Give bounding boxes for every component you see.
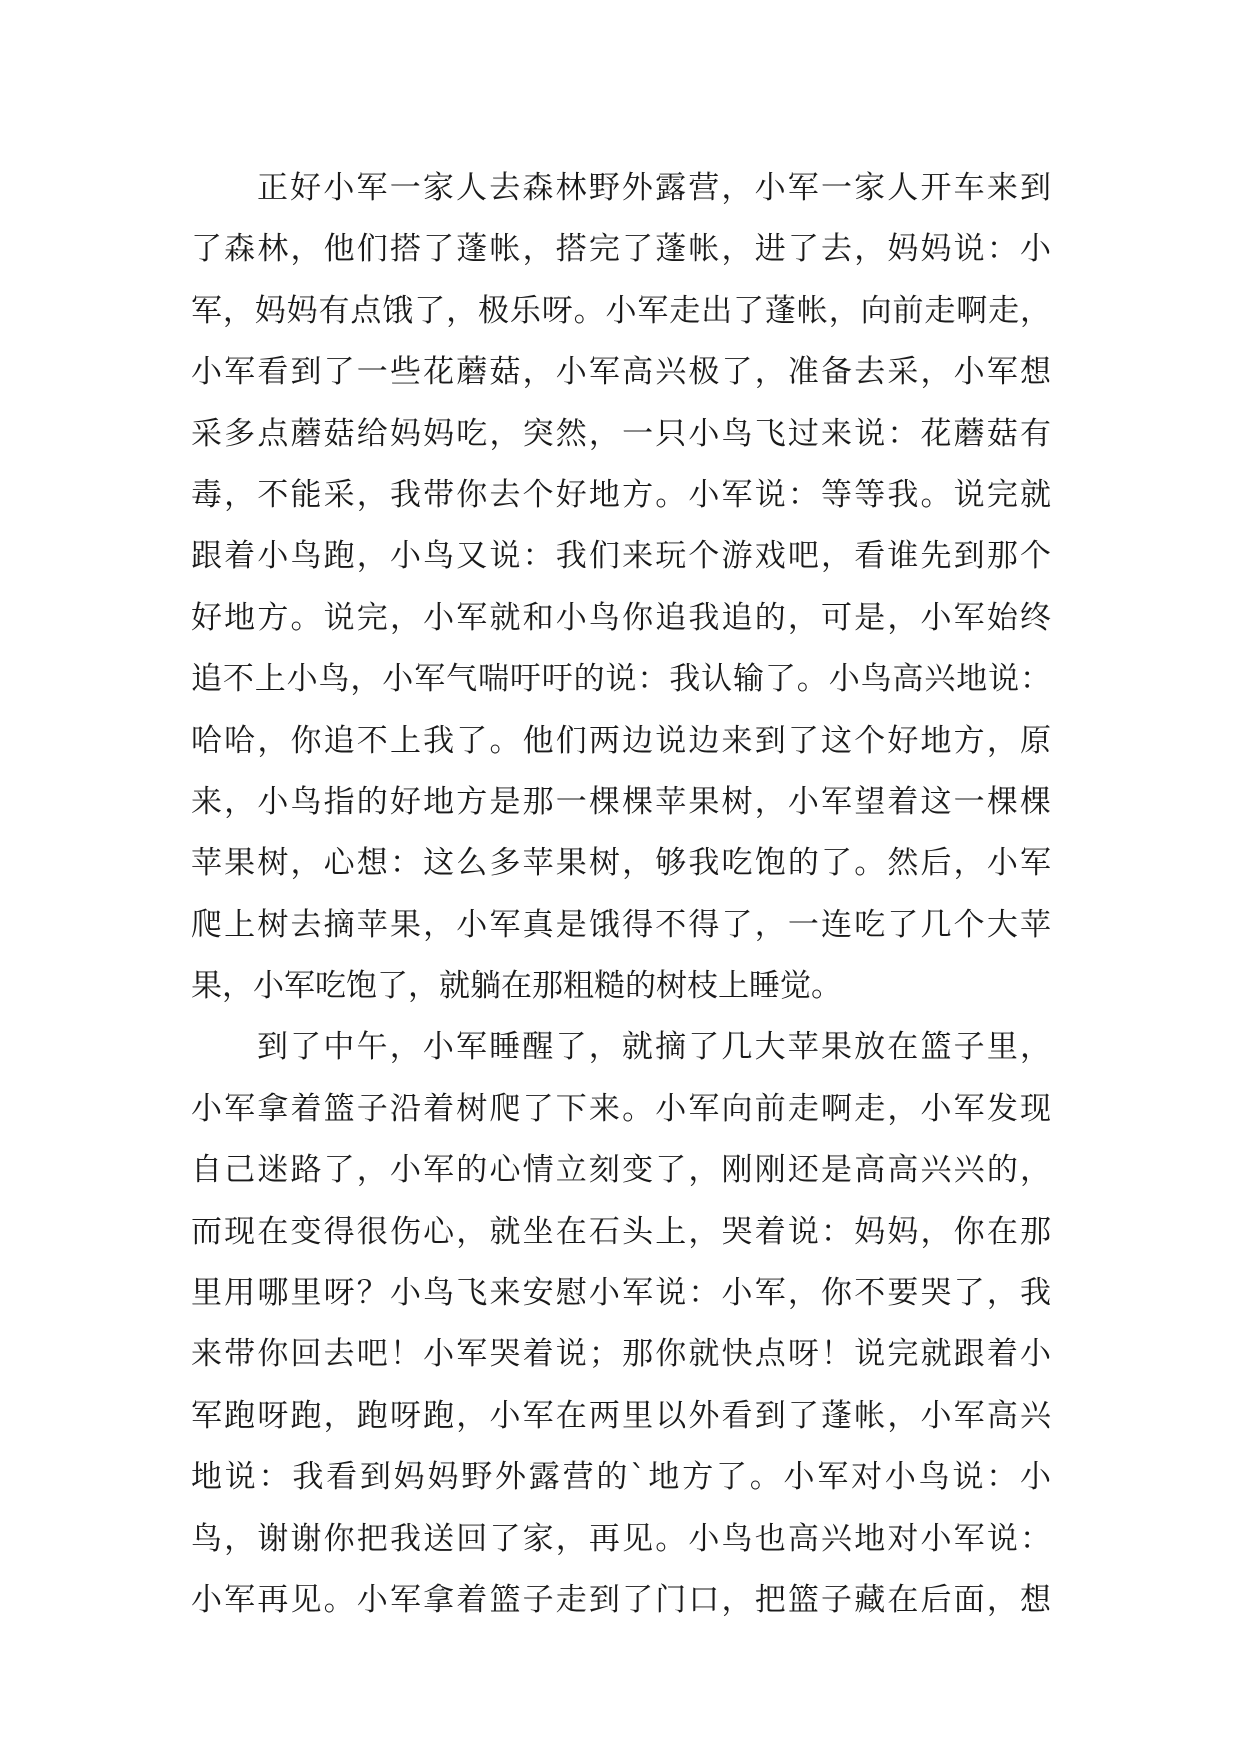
text-line: 来，小鸟指的好地方是那一棵棵苹果树，小军望着这一棵棵 (191, 783, 1051, 820)
text-line: 了森林，他们搭了蓬帐，搭完了蓬帐，进了去，妈妈说：小 (191, 231, 1051, 268)
paragraph-2 (191, 1017, 1051, 1631)
text-line: 跟着小鸟跑，小鸟又说：我们来玩个游戏吧，看谁先到那个 (191, 538, 1051, 575)
text-line: 地说：我看到妈妈野外露营的`地方了。小军对小鸟说：小 (191, 1459, 1051, 1496)
text-line: 自己迷路了，小军的心情立刻变了，刚刚还是高高兴兴的， (191, 1152, 1051, 1189)
text-line: 追不上小鸟，小军气喘吁吁的说：我认输了。小鸟高兴地说： (191, 661, 1051, 698)
text-line: 果，小军吃饱了，就躺在那粗糙的树枝上睡觉。 (191, 968, 842, 1005)
text-line: 到了中午，小军睡醒了，就摘了几大苹果放在篮子里， (257, 1029, 1051, 1066)
text-line: 好地方。说完，小军就和小鸟你追我追的，可是，小军始终 (191, 599, 1051, 636)
text-line: 小军拿着篮子沿着树爬了下来。小军向前走啊走，小军发现 (191, 1090, 1051, 1127)
text-line: 来带你回去吧！小军哭着说；那你就快点呀！说完就跟着小 (191, 1336, 1051, 1373)
text-line: 毒，不能采，我带你去个好地方。小军说：等等我。说完就 (191, 476, 1051, 513)
text-line: 哈哈，你追不上我了。他们两边说边来到了这个好地方，原 (191, 722, 1051, 759)
text-line: 正好小军一家人去森林野外露营，小军一家人开车来到 (257, 170, 1051, 206)
text-line: 军，妈妈有点饿了，极乐呀。小军走出了蓬帐，向前走啊走， (191, 292, 1051, 329)
text-line: 爬上树去摘苹果，小军真是饿得不得了，一连吃了几个大苹 (191, 906, 1051, 943)
paragraph-1 (191, 158, 1051, 1017)
text-line: 小军看到了一些花蘑菇，小军高兴极了，准备去采，小军想 (191, 354, 1051, 391)
text-line: 苹果树，心想：这么多苹果树，够我吃饱的了。然后，小军 (191, 845, 1051, 882)
text-line: 小军再见。小军拿着篮子走到了门口，把篮子藏在后面，想 (191, 1581, 1051, 1618)
story-text (191, 158, 1051, 1631)
text-line: 而现在变得很伤心，就坐在石头上，哭着说：妈妈，你在那 (191, 1213, 1051, 1250)
text-line: 鸟，谢谢你把我送回了家，再见。小鸟也高兴地对小军说： (191, 1520, 1051, 1557)
text-line: 里用哪里呀？小鸟飞来安慰小军说：小军，你不要哭了，我 (191, 1275, 1051, 1312)
text-line: 采多点蘑菇给妈妈吃，突然，一只小鸟飞过来说：花蘑菇有 (191, 415, 1051, 452)
text-line: 军跑呀跑，跑呀跑，小军在两里以外看到了蓬帐，小军高兴 (191, 1397, 1051, 1434)
